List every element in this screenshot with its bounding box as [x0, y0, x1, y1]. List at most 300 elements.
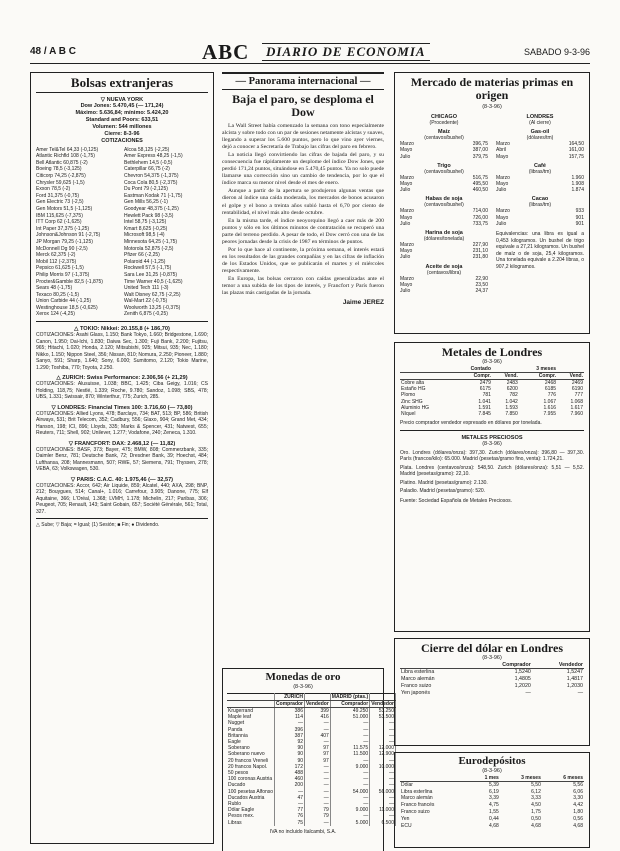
- dolar-row: [400, 668, 584, 676]
- euro-title: Eurodepósitos: [458, 755, 526, 767]
- table-cell: —: [330, 770, 369, 776]
- table-header-cell: Compr.: [519, 372, 557, 379]
- table-cell: 90: [275, 745, 305, 751]
- table-cell: Libra esterlina: [401, 668, 435, 675]
- commodity-month: Mayo: [400, 181, 413, 187]
- commodity-row: [496, 221, 584, 227]
- dolar-title: Cierre del dólar en Londres: [421, 641, 563, 655]
- table-cell: 76: [275, 813, 305, 819]
- table-cell: 1.591: [478, 404, 491, 411]
- table-header-cell: [557, 366, 584, 373]
- table-cell: Marco alemán: [401, 675, 435, 682]
- quote-item: McDonnell Dg 90 (-2,5): [36, 245, 88, 252]
- table-header-cell: Comprador: [276, 700, 303, 707]
- commodity-row: [496, 154, 584, 160]
- moneda-row: [227, 820, 395, 826]
- londres-head: ▽ LONDRES: Financial Times 100: 3.716,60 (— 73,80): [51, 404, 193, 411]
- table-cell: Nugget: [227, 720, 275, 726]
- table-cell: 4,50: [531, 802, 541, 809]
- commodity-month: Julio: [400, 153, 411, 160]
- mercado-chicago: [400, 111, 488, 294]
- table-header-cell: [400, 662, 471, 669]
- table-cell: 407: [305, 733, 331, 739]
- commodity-unit: (libras/tm): [528, 202, 552, 209]
- euro-row: [400, 823, 584, 830]
- table-cell: 6,12: [531, 788, 541, 795]
- table-header-cell: [400, 372, 453, 379]
- quote-item: Atlantic Richfld 108 (-1,75): [36, 153, 95, 160]
- table-cell: 49.250: [330, 707, 369, 714]
- table-cell: 6175: [479, 386, 491, 393]
- table-cell: 1.616: [543, 404, 557, 411]
- table-header-cell: 3 meses: [500, 775, 542, 782]
- commodity-price: 379,75: [472, 153, 488, 160]
- table-cell: 4,42: [573, 802, 583, 809]
- table-cell: 4,68: [489, 822, 499, 829]
- table-cell: —: [305, 727, 331, 733]
- commodity-name: Trigo: [437, 162, 451, 169]
- table-cell: 1,4805: [514, 675, 531, 682]
- table-cell: 1.617: [570, 404, 583, 411]
- mercado-materias-box: [394, 72, 590, 334]
- quote-item: United Tech 111 (-3): [124, 285, 169, 292]
- tokio-text: COTIZACIONES: Asahi Glass, 1.150; Bank Tokyo, 1.660; Bridgestone, 1.690; Canon, 1.950; Dai-Ichi, 1.830; Daiwa Sec, 1.300; Fuji Bank, 2.200; Fujitsu, 965; Hitachi, 1.020; Honda, 2.120; Mitsubishi, 925; Mitsui, 935; Nec, 1.180; Nikko, 1.150; Nippon Steel, 356; Nissan, 810; Nomura, 2.250; Pioneer, 1.880; Sanyo, 591; Sharp, 1.640; Sony, 6.000; Sumitomo, 2.120; Tokio Marine, 1.290; Toshiba, 770; Toyota, 2.250.: [36, 332, 208, 371]
- panorama-body: [222, 123, 384, 297]
- table-cell: 7.955: [543, 411, 557, 418]
- commodity-price: 495,50: [472, 181, 488, 187]
- table-cell: Zinc SHG: [401, 398, 423, 405]
- quote-item: Caterpillar 66,75 (-2): [124, 166, 170, 173]
- table-cell: —: [305, 801, 331, 807]
- commodity-month: Mayo: [400, 214, 413, 221]
- table-cell: 782: [509, 392, 518, 399]
- table-cell: Aluminio HG: [401, 404, 430, 411]
- paris-head: ▽ PARIS: C.A.C. 40: 1.975,46 (— 32,57): [70, 476, 174, 483]
- commodity-name: Maíz: [438, 129, 450, 136]
- quote-item: Du Pont 79 (-2,125): [124, 186, 168, 193]
- table-cell: 51.000: [330, 714, 369, 720]
- metales-londres-box: [394, 342, 590, 632]
- ny-summary-line: Volumen: 544 millones: [92, 123, 152, 130]
- quote-item: Rockwell 57,5 (-1,75): [124, 265, 172, 272]
- table-cell: —: [305, 739, 331, 745]
- commodity-row: [400, 221, 488, 227]
- commodity-name: Harina de soja: [425, 230, 463, 237]
- quote-item: Woolworth 13,25 (-0,375): [124, 304, 181, 311]
- commodity-unit: (dólares/tm): [526, 135, 554, 142]
- table-cell: 11.575: [330, 745, 369, 751]
- commodity-name: Cacao: [531, 196, 549, 203]
- preciosos-date: (8-3-96): [482, 440, 502, 447]
- table-cell: 6,06: [573, 788, 583, 795]
- table-header-cell: 1 mes: [468, 775, 499, 782]
- commodity-price: 1.874: [571, 187, 584, 194]
- table-header-cell: [400, 775, 468, 782]
- commodity-month: Mayo: [496, 214, 509, 221]
- commodity-price: 23,50: [475, 281, 488, 288]
- table-cell: 777: [574, 392, 583, 399]
- commodity-price: 901: [575, 214, 584, 221]
- table-cell: Franco suizo: [401, 808, 430, 815]
- table-cell: Franco francés: [401, 802, 435, 809]
- panorama-paragraph: En Europa, las bolsas cerraron con caídas generalizadas ante el temor a una subida de los tipos de interés, y Francfort y París fueron las plazas más castigadas de la jornada.: [222, 275, 384, 297]
- table-header-cell: Contado: [453, 366, 492, 373]
- euro-row: [400, 809, 584, 816]
- table-cell: —: [275, 789, 305, 795]
- table-cell: 1,75: [531, 808, 541, 815]
- commodity-month: Marzo: [400, 208, 414, 215]
- table-cell: —: [370, 727, 396, 733]
- ny-quotes-right: [124, 147, 208, 318]
- precioso-item: Oro. Londres (dólares/onza): 397,30. Zurich (dólares/onza): 396,80 — 397,30. París (francos/kilo): 65.000. Madrid (pesetas/gramo fino, venta): 1.724,21.: [400, 449, 584, 463]
- quote-item: Amer Tel&Tel 64,33 (-0,125): [36, 146, 99, 153]
- market-sub: (Al cierre): [529, 120, 551, 127]
- table-cell: 781: [482, 392, 491, 399]
- table-header-cell: Vend.: [492, 372, 519, 379]
- quote-item: Ford 31,375 (-0,75): [36, 192, 80, 199]
- commodity-price: 516,75: [472, 174, 488, 181]
- table-cell: 172: [275, 764, 305, 770]
- table-cell: 1,4817: [566, 675, 583, 682]
- table-header-cell: 3 meses: [519, 366, 557, 373]
- table-cell: 97: [305, 758, 331, 764]
- quote-item: Johnson&Johnson 91 (-2,75): [36, 232, 101, 239]
- table-cell: 3,30: [573, 795, 583, 802]
- quote-item: Gen Mills 56,25 (-1): [124, 199, 168, 206]
- quote-item: Hewlett Pack 98 (-3,5): [124, 212, 174, 219]
- table-cell: Panda: [227, 727, 275, 733]
- table-cell: 387: [275, 733, 305, 739]
- panorama-paragraph: La noticia llegó convirtiendo las cifras de bajada del paro, y su consecuencia fue rápidamente un desplome del índice Dow Jones, que perdió 171,24 puntos, situándose en 5.470,45 puntos. Ya no solo puede llamarse una corrección sino un cambio de tendencia, por lo que el índice marca su menor nivel desde el mes de enero.: [222, 152, 384, 187]
- quote-item: Philip Morris 97 (-1,375): [36, 271, 90, 278]
- commodity-name: Gas-oil: [530, 129, 550, 136]
- table-cell: 79: [305, 807, 331, 813]
- table-cell: 11.500: [330, 751, 369, 757]
- commodity-month: Mayo: [400, 281, 413, 288]
- table-cell: 1.041: [478, 398, 491, 405]
- commodity-month: Julio: [400, 254, 411, 261]
- table-cell: 399: [305, 707, 331, 714]
- table-cell: 100 coronas Austria: [227, 776, 275, 782]
- quote-item: Kmart 8,625 (-0,25): [124, 225, 168, 232]
- quote-item: Texaco 80,25 (-1,5): [36, 291, 80, 298]
- euro-row: [400, 802, 584, 809]
- metales-date: (8-3-96): [482, 358, 502, 365]
- table-cell: —: [370, 770, 396, 776]
- commodity-month: Mayo: [496, 153, 509, 160]
- euro-row: [400, 816, 584, 823]
- table-cell: Rublo: [227, 801, 275, 807]
- table-cell: —: [370, 782, 396, 788]
- table-cell: 5.000: [330, 820, 369, 826]
- table-cell: 77: [275, 807, 305, 813]
- commodity-month: Marzo: [400, 174, 414, 181]
- quote-item: Merck 62,375 (-2): [36, 252, 76, 259]
- table-header-cell: Comprador: [471, 662, 532, 669]
- table-cell: Libras: [227, 820, 275, 826]
- paris-text: COTIZACIONES: Accor, 642; Air Liquide, 859; Alcatel, 440; AXA, 298; BNP, 212; Bouygues, 514; Canal+, 1.016; Carrefour, 3.905; Danone, 775; Elf Aquitaine, 366; L'Oréal, 1.368; LVMH, 1.178; Michelin, 217; Paribas, 306; Peugeot, 705; Renault, 143; Saint Gobain, 657; Société Générale, 561; Total, 327.: [36, 482, 208, 515]
- table-cell: —: [330, 758, 369, 764]
- quote-item: Walt Disney 62,75 (-2,25): [124, 291, 181, 298]
- table-cell: —: [577, 689, 583, 696]
- quote-item: Time Warner 40,5 (-1,625): [124, 278, 183, 285]
- monedas-table: [227, 693, 396, 826]
- commodity-unit: (dólares/tonelada): [423, 236, 465, 243]
- quote-item: Polaroid 44 (-1,25): [124, 258, 166, 265]
- panorama-kicker: — Panorama internacional —: [222, 72, 384, 90]
- eurodepositos-box: [394, 752, 590, 848]
- table-cell: —: [330, 776, 369, 782]
- commodity-name: Aceite de soja: [425, 263, 463, 270]
- table-cell: —: [330, 813, 369, 819]
- table-cell: —: [305, 776, 331, 782]
- table-cell: 12.000: [370, 745, 396, 751]
- quote-item: Zenith 6,875 (-0,25): [124, 311, 168, 318]
- quote-item: Sears 48 (-1,75): [36, 285, 73, 292]
- table-header-cell: 6 meses: [542, 775, 584, 782]
- table-cell: 20 francos Vreneli: [227, 758, 275, 764]
- table-cell: —: [305, 789, 331, 795]
- panorama-paragraph: Aunque a partir de la apertura se produjeron algunas ventas que dieron al índice una caída moderada, los mercados de bonos acusaron el golpe y el bono a treinta años subió hasta el 6,70 por ciento de rentabilidad, el nivel más alto desde octubre.: [222, 188, 384, 216]
- ny-summary: [36, 103, 208, 145]
- table-header-row: [400, 662, 584, 669]
- quote-item: IBM 115,625 (-7,375): [36, 212, 83, 219]
- quote-item: Union Carbide 44 (-1,25): [36, 298, 92, 305]
- commodity-month: Marzo: [400, 275, 414, 282]
- table-cell: 5,56: [573, 781, 583, 788]
- commodity-month: Abril: [496, 147, 507, 154]
- table-cell: 6185: [544, 386, 557, 393]
- commodity-price: 726,00: [472, 214, 488, 221]
- tokio-head: △ TOKIO: Nikkei: 20.155,8 (+ 186,70): [74, 326, 170, 333]
- table-cell: 0,50: [531, 815, 541, 822]
- quote-item: Xerox 124 (-4,25): [36, 311, 75, 318]
- metales-title: Metales de Londres: [441, 345, 543, 359]
- table-cell: 1.067: [543, 398, 557, 405]
- table-cell: 4,75: [489, 802, 499, 809]
- table-cell: Yen: [401, 815, 410, 822]
- table-cell: 1,2030: [566, 682, 583, 689]
- table-cell: 0,56: [573, 815, 583, 822]
- table-cell: Soberano nuevo: [227, 751, 275, 757]
- table-header-cell: Vend.: [557, 372, 584, 379]
- table-cell: —: [370, 739, 396, 745]
- table-cell: 97: [305, 745, 331, 751]
- table-cell: 1,55: [489, 808, 499, 815]
- table-cell: 1,80: [573, 808, 583, 815]
- table-cell: Marco alemán: [401, 795, 433, 802]
- frankfurt-head: ▽ FRANCFORT: DAX: 2.468,12 (— 11,82): [68, 440, 176, 447]
- quote-item: Goodyear 48,375 (-1,25): [124, 205, 179, 212]
- quote-item: ITT Corp 62 (-1,625): [36, 219, 82, 226]
- table-cell: 6.500: [370, 820, 396, 826]
- commodity-month: Julio: [496, 220, 507, 227]
- table-header-cell: Comprador: [330, 700, 369, 707]
- column-center: [222, 72, 394, 851]
- table-cell: 1.068: [570, 398, 583, 405]
- table-cell: 0,44: [489, 815, 499, 822]
- table-header-cell: [227, 700, 275, 707]
- table-cell: 75: [275, 820, 305, 826]
- quote-item: Procter&Gamble 82,5 (-1,875): [36, 278, 103, 285]
- table-cell: —: [370, 733, 396, 739]
- quote-item: Bell Atlantic 60,875 (-2): [36, 159, 88, 166]
- table-cell: 2483: [506, 380, 518, 386]
- quote-item: JP Morgan 79,25 (-1,125): [36, 238, 93, 245]
- ny-summary-line: Standard and Poors: 633,51: [85, 116, 159, 123]
- table-cell: 1,5240: [514, 668, 531, 675]
- precioso-item: Platino. Madrid (pesetas/gramo): 2.130.: [400, 479, 488, 486]
- table-cell: —: [370, 813, 396, 819]
- table-cell: 12.900: [370, 751, 396, 757]
- ny-summary-line: COTIZACIONES: [101, 137, 143, 144]
- quote-item: Chevron 54,375 (-1,375): [124, 173, 179, 180]
- table-header-cell: [227, 693, 275, 700]
- table-cell: 6200: [506, 386, 518, 393]
- table-cell: 4,68: [531, 822, 541, 829]
- table-cell: —: [275, 720, 305, 726]
- commodity-unit: (centavos/bushel): [424, 135, 464, 142]
- page-number: 48 / A B C: [30, 46, 76, 57]
- table-header-cell: [370, 693, 396, 700]
- table-cell: 6,19: [489, 788, 499, 795]
- quote-item: Alcoa 58,125 (-2,25): [124, 146, 170, 153]
- commodity-month: Julio: [496, 187, 507, 194]
- table-header-row: [400, 372, 584, 379]
- table-cell: —: [330, 801, 369, 807]
- table-cell: —: [305, 770, 331, 776]
- euro-row: [400, 795, 584, 802]
- table-header-row: [400, 366, 584, 373]
- table-cell: 9.000: [330, 807, 369, 813]
- quote-item: Eastman Kodak 71 (-1,75): [124, 192, 183, 199]
- table-cell: 90: [275, 751, 305, 757]
- commodity-row: [400, 288, 488, 294]
- commodity-name: Café: [534, 162, 546, 169]
- metal-row: [400, 380, 584, 387]
- bolsas-extranjeras-box: [30, 72, 214, 844]
- table-cell: 56.000: [370, 789, 396, 795]
- quote-item: Amer Express 48,25 (-1,5): [124, 153, 183, 160]
- table-cell: Dólar: [401, 781, 413, 788]
- londres-text: COTIZACIONES: Allied Lyons, 478; Barclays, 734; BAT, 513; BP, 586; British Airways, 531; Brit Telecom, 352; Cadbury, 556; Glaxo, 904; Grand Met, 434; Hanson, 198; ICI, 896; Lloyds, 335; Marks & Spencer, 431; Natwest, 655; Reuters, 711; Shell, 902; Unilever, 1.277; Vodafone, 240; Zeneca, 1.310.: [36, 410, 208, 437]
- quote-item: Chrysler 59,625 (-1,5): [36, 179, 85, 186]
- table-header-cell: ZURICH: [275, 693, 305, 700]
- table-cell: 776: [547, 392, 557, 399]
- commodity-unit: (centavos/libra): [426, 269, 462, 276]
- commodity-price: 22,90: [475, 275, 488, 282]
- commodity-row: [400, 254, 488, 260]
- table-cell: 2479: [479, 380, 491, 386]
- table-cell: —: [305, 795, 331, 801]
- table-cell: 460: [275, 776, 305, 782]
- table-cell: 488: [275, 770, 305, 776]
- commodity-month: Julio: [400, 220, 411, 227]
- quote-item: Pepsico 61,625 (-1,5): [36, 265, 84, 272]
- table-cell: Franco suizo: [401, 682, 432, 689]
- commodity-month: Marzo: [496, 174, 510, 181]
- table-cell: 92: [275, 739, 305, 745]
- metales-note: Precio comprador vendedor expresado en dólares por tonelada.: [400, 420, 542, 427]
- quote-item: Citicorp 74,25 (-2,875): [36, 173, 86, 180]
- ny-quotes: [36, 147, 208, 318]
- section-title: DIARIO DE ECONOMIA: [262, 43, 430, 61]
- table-cell: Estaño HG: [401, 386, 426, 393]
- table-cell: 5,39: [489, 781, 499, 788]
- table-cell: 90: [275, 758, 305, 764]
- table-cell: 53.250: [370, 707, 396, 714]
- table-header-cell: Vendedor: [371, 700, 394, 707]
- table-cell: 7.845: [478, 411, 491, 418]
- table-header-cell: [400, 366, 453, 373]
- panorama-paragraph: La Wall Street había comenzado la semana con tono especialmente alcista y sobre todo con un par de sesiones netamente alcistas y suaves, llegando a superar los 5.600 puntos, pero lo que vino ayer viernes, dejó a conocer a Secretaría de Trabajo las cifras del paro en febrero.: [222, 123, 384, 151]
- commodity-unit: (centavos/bushel): [424, 168, 464, 175]
- table-cell: Ducado: [227, 782, 275, 788]
- table-cell: 396: [275, 727, 305, 733]
- table-header-row: [227, 693, 395, 700]
- table-cell: Yen japonés: [401, 689, 430, 696]
- table-cell: ECU: [401, 822, 412, 829]
- commodity-row: [496, 187, 584, 193]
- quote-item: Int Paper 37,375 (-1,25): [36, 225, 90, 232]
- table-cell: 3,39: [489, 795, 499, 802]
- table-cell: Ducados Austria: [227, 795, 275, 801]
- table-cell: 7.960: [570, 411, 583, 418]
- table-header-cell: [492, 366, 519, 373]
- ny-summary-line: Dow Jones: 5.470,45 (— 171,24): [80, 102, 164, 109]
- table-cell: —: [330, 739, 369, 745]
- table-cell: —: [305, 782, 331, 788]
- ny-quotes-left: [36, 147, 120, 318]
- table-header-cell: Vendedor: [532, 662, 584, 669]
- commodity-price: 714,00: [472, 208, 488, 215]
- commodity-price: 231,10: [472, 248, 488, 255]
- panorama-paragraph: En la misma tarde, el índice neoyorquino llegó a caer más de 200 puntos y sólo en los últimos minutos de contratación se recuperó una parte del terreno perdido. A pesar de todo, el Dow cerró con una de las peores jornadas desde la crisis de 1987 en términos de puntos.: [222, 217, 384, 245]
- euro-date: (8-3-96): [482, 767, 502, 774]
- quote-item: Wal-Mart 22 (-0,75): [124, 298, 168, 305]
- commodity-price: 157,75: [568, 153, 584, 160]
- mercado-title: Mercado de materias primas en origen: [410, 75, 574, 102]
- ny-head: ▽ NUEVA YORK: [100, 96, 144, 103]
- table-cell: —: [370, 758, 396, 764]
- preciosos-source: Fuente: Sociedad Española de Metales Preciosos.: [400, 497, 513, 504]
- dolar-row: [400, 683, 584, 690]
- commodity-price: 164,50: [568, 141, 584, 148]
- quote-item: Bethlehem 14,5 (-0,5): [124, 159, 173, 166]
- table-cell: 50 pesos: [227, 770, 275, 776]
- table-cell: 1,2020: [514, 682, 531, 689]
- quote-item: Coca Cola 80,5 (-2,375): [124, 179, 178, 186]
- commodity-price: 387,00: [472, 147, 488, 154]
- table-cell: 1.593: [505, 404, 518, 411]
- commodity-month: Mayo: [400, 248, 413, 255]
- panorama-paragraph: Por lo que hace al continente, la próxima semana, el interés estará en los resultados de las grandes compañías y en las cifras de inflación de los Estados Unidos, que se publicarán el martes y el miércoles respectivamente.: [222, 246, 384, 274]
- monedas-oro-box: [222, 668, 394, 851]
- table-cell: 3,33: [531, 795, 541, 802]
- table-cell: Níquel: [401, 411, 416, 418]
- moneda-row: [227, 707, 395, 714]
- precioso-item: Paladio. Madrid (pesetas/gramo): 520.: [400, 488, 486, 495]
- table-cell: 10.000: [370, 764, 396, 770]
- preciosos-list: [400, 450, 584, 495]
- table-cell: —: [370, 795, 396, 801]
- newspaper-logo: ABC: [202, 40, 250, 64]
- commodity-price: 933: [575, 208, 584, 215]
- table-cell: —: [330, 795, 369, 801]
- commodity-name: Habas de soja: [425, 196, 463, 203]
- column-left: [30, 72, 214, 844]
- table-cell: 2468: [544, 380, 557, 386]
